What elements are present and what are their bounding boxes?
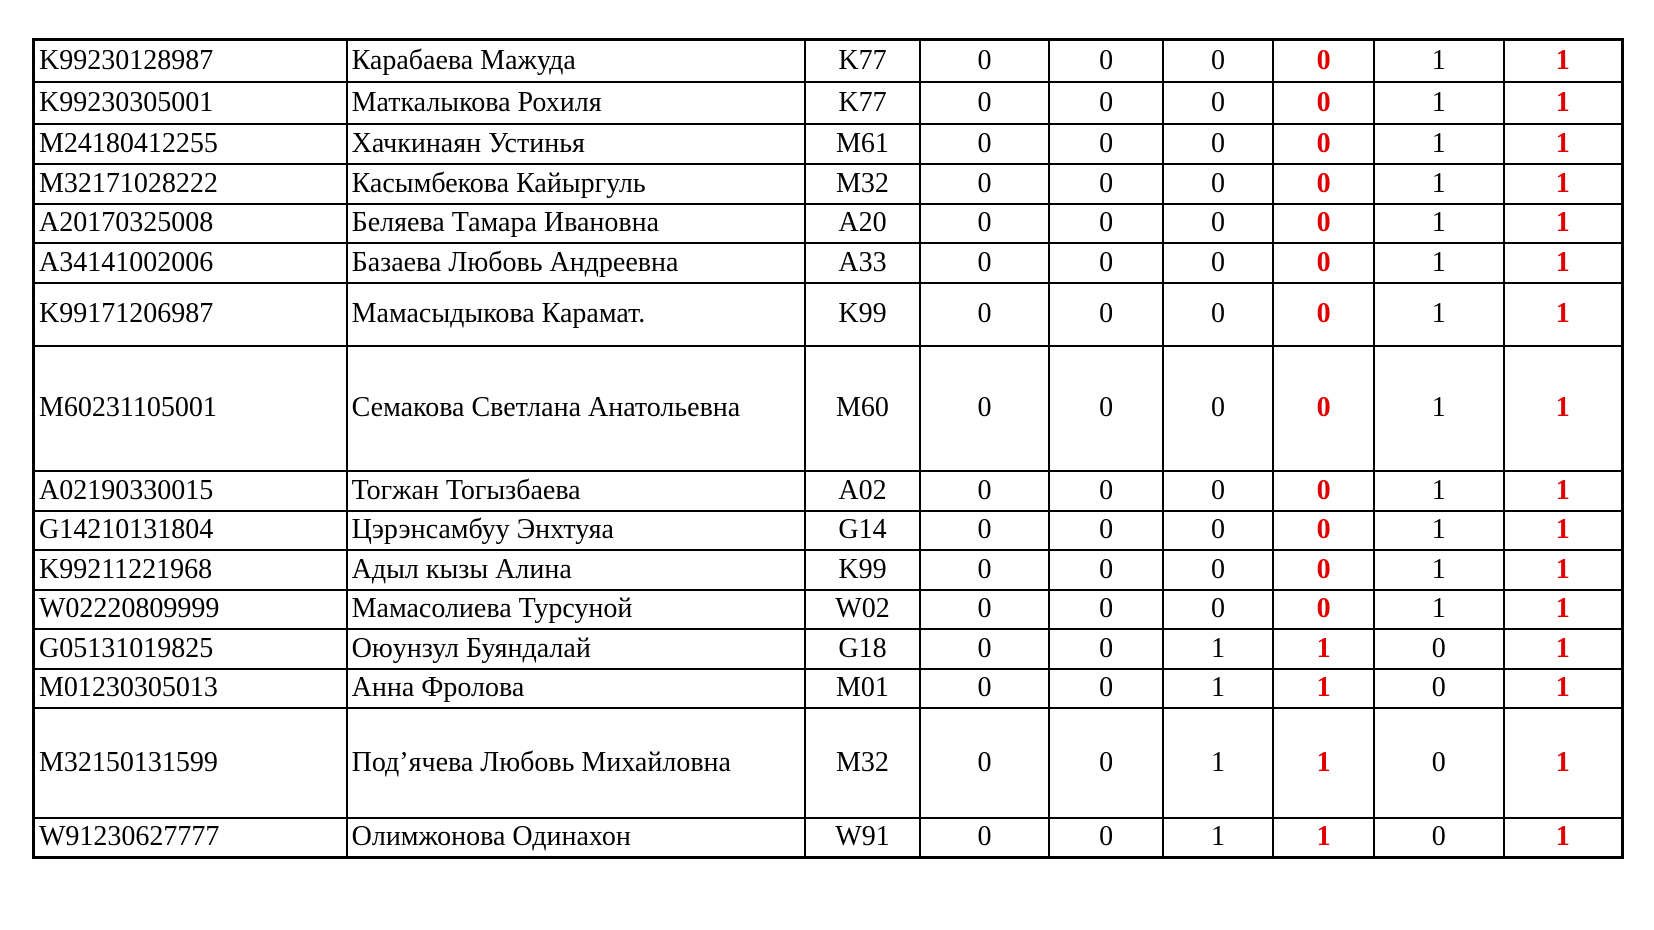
cell-id: M32150131599	[34, 708, 347, 818]
cell-name: Олимжонова Одинахон	[347, 818, 806, 858]
cell-id: M32171028222	[34, 164, 347, 204]
cell-v4: 1	[1374, 511, 1503, 550]
cell-v3: 1	[1163, 629, 1273, 669]
cell-name: Цэрэнсамбуу Энхтуяа	[347, 511, 806, 550]
cell-name: Оюунзул Буяндалай	[347, 629, 806, 669]
table-row	[34, 669, 1623, 708]
cell-v2: 0	[1049, 550, 1163, 590]
table-row	[34, 82, 1623, 124]
results-table	[32, 38, 1624, 859]
cell-v2: 0	[1049, 283, 1163, 346]
cell-sum1: 1	[1273, 708, 1374, 818]
cell-id: G05131019825	[34, 629, 347, 669]
cell-name: Беляева Тамара Ивановна	[347, 204, 806, 243]
cell-id: A02190330015	[34, 471, 347, 511]
cell-name: Маткалыкова Рохиля	[347, 82, 806, 124]
table-row	[34, 283, 1623, 346]
cell-total: 1	[1504, 346, 1623, 471]
cell-id: W91230627777	[34, 818, 347, 858]
table-row	[34, 590, 1623, 629]
cell-v4: 1	[1374, 40, 1503, 82]
cell-total: 1	[1504, 243, 1623, 283]
cell-code: K99	[805, 550, 920, 590]
cell-code: A02	[805, 471, 920, 511]
table-row	[34, 511, 1623, 550]
cell-v3: 0	[1163, 124, 1273, 164]
cell-total: 1	[1504, 164, 1623, 204]
cell-v4: 1	[1374, 550, 1503, 590]
table-row	[34, 471, 1623, 511]
cell-v3: 0	[1163, 590, 1273, 629]
cell-total: 1	[1504, 511, 1623, 550]
cell-v4: 1	[1374, 283, 1503, 346]
table-row	[34, 550, 1623, 590]
cell-id: K99171206987	[34, 283, 347, 346]
cell-v1: 0	[920, 124, 1049, 164]
cell-total: 1	[1504, 669, 1623, 708]
cell-total: 1	[1504, 124, 1623, 164]
cell-v4: 1	[1374, 164, 1503, 204]
table-row	[34, 164, 1623, 204]
cell-name: Тогжан Тогызбаева	[347, 471, 806, 511]
table-row	[34, 40, 1623, 82]
cell-v1: 0	[920, 669, 1049, 708]
cell-code: W02	[805, 590, 920, 629]
cell-v3: 0	[1163, 82, 1273, 124]
cell-sum1: 1	[1273, 629, 1374, 669]
cell-v2: 0	[1049, 511, 1163, 550]
cell-v2: 0	[1049, 629, 1163, 669]
cell-v4: 1	[1374, 82, 1503, 124]
cell-v3: 0	[1163, 204, 1273, 243]
cell-sum1: 0	[1273, 511, 1374, 550]
cell-v1: 0	[920, 40, 1049, 82]
cell-v1: 0	[920, 511, 1049, 550]
cell-v3: 0	[1163, 243, 1273, 283]
cell-v2: 0	[1049, 40, 1163, 82]
results-sheet	[32, 38, 1624, 859]
cell-v3: 0	[1163, 346, 1273, 471]
cell-name: Под’ячева Любовь Михайловна	[347, 708, 806, 818]
cell-v1: 0	[920, 346, 1049, 471]
cell-v3: 0	[1163, 283, 1273, 346]
table-row	[34, 346, 1623, 471]
cell-total: 1	[1504, 471, 1623, 511]
cell-total: 1	[1504, 590, 1623, 629]
cell-total: 1	[1504, 708, 1623, 818]
cell-v4: 1	[1374, 471, 1503, 511]
cell-id: M24180412255	[34, 124, 347, 164]
cell-v1: 0	[920, 82, 1049, 124]
cell-name: Мамасолиева Турсуной	[347, 590, 806, 629]
cell-code: M01	[805, 669, 920, 708]
cell-v2: 0	[1049, 471, 1163, 511]
cell-total: 1	[1504, 818, 1623, 858]
cell-id: M60231105001	[34, 346, 347, 471]
cell-v2: 0	[1049, 346, 1163, 471]
cell-code: K99	[805, 283, 920, 346]
cell-id: W02220809999	[34, 590, 347, 629]
cell-v4: 0	[1374, 818, 1503, 858]
cell-total: 1	[1504, 629, 1623, 669]
cell-v4: 1	[1374, 204, 1503, 243]
cell-sum1: 1	[1273, 818, 1374, 858]
cell-v2: 0	[1049, 164, 1163, 204]
cell-total: 1	[1504, 204, 1623, 243]
cell-id: A20170325008	[34, 204, 347, 243]
cell-v2: 0	[1049, 82, 1163, 124]
table-row	[34, 204, 1623, 243]
cell-code: A20	[805, 204, 920, 243]
table-row	[34, 818, 1623, 858]
cell-code: K77	[805, 82, 920, 124]
cell-name: Адыл кызы Алина	[347, 550, 806, 590]
cell-id: K99230305001	[34, 82, 347, 124]
cell-v3: 0	[1163, 40, 1273, 82]
cell-v1: 0	[920, 204, 1049, 243]
cell-code: M60	[805, 346, 920, 471]
cell-id: A34141002006	[34, 243, 347, 283]
cell-sum1: 0	[1273, 590, 1374, 629]
cell-sum1: 0	[1273, 82, 1374, 124]
cell-v3: 0	[1163, 164, 1273, 204]
cell-v3: 0	[1163, 550, 1273, 590]
cell-name: Базаева Любовь Андреевна	[347, 243, 806, 283]
cell-id: K99211221968	[34, 550, 347, 590]
cell-v1: 0	[920, 590, 1049, 629]
cell-total: 1	[1504, 82, 1623, 124]
cell-sum1: 0	[1273, 283, 1374, 346]
cell-v1: 0	[920, 164, 1049, 204]
cell-sum1: 0	[1273, 243, 1374, 283]
cell-v3: 0	[1163, 471, 1273, 511]
cell-v2: 0	[1049, 669, 1163, 708]
cell-code: K77	[805, 40, 920, 82]
cell-v1: 0	[920, 243, 1049, 283]
cell-id: M01230305013	[34, 669, 347, 708]
cell-v4: 1	[1374, 590, 1503, 629]
cell-v4: 0	[1374, 708, 1503, 818]
cell-v3: 1	[1163, 669, 1273, 708]
table-row	[34, 629, 1623, 669]
cell-code: W91	[805, 818, 920, 858]
table-body	[34, 40, 1623, 858]
cell-total: 1	[1504, 283, 1623, 346]
cell-v4: 0	[1374, 669, 1503, 708]
cell-sum1: 0	[1273, 204, 1374, 243]
cell-sum1: 0	[1273, 550, 1374, 590]
cell-v4: 1	[1374, 243, 1503, 283]
cell-sum1: 0	[1273, 124, 1374, 164]
cell-name: Анна Фролова	[347, 669, 806, 708]
cell-v3: 1	[1163, 708, 1273, 818]
cell-sum1: 0	[1273, 164, 1374, 204]
cell-code: M32	[805, 164, 920, 204]
cell-total: 1	[1504, 40, 1623, 82]
cell-name: Мамасыдыкова Карамат.	[347, 283, 806, 346]
cell-v2: 0	[1049, 818, 1163, 858]
cell-sum1: 0	[1273, 471, 1374, 511]
cell-v4: 1	[1374, 124, 1503, 164]
cell-name: Карабаева Мажуда	[347, 40, 806, 82]
cell-code: M32	[805, 708, 920, 818]
cell-name: Касымбекова Кайыргуль	[347, 164, 806, 204]
cell-v1: 0	[920, 283, 1049, 346]
cell-name: Хачкинаян Устинья	[347, 124, 806, 164]
cell-v2: 0	[1049, 204, 1163, 243]
cell-sum1: 1	[1273, 669, 1374, 708]
cell-sum1: 0	[1273, 40, 1374, 82]
cell-v2: 0	[1049, 243, 1163, 283]
cell-id: K99230128987	[34, 40, 347, 82]
table-row	[34, 708, 1623, 818]
cell-code: A33	[805, 243, 920, 283]
cell-v2: 0	[1049, 590, 1163, 629]
cell-v2: 0	[1049, 124, 1163, 164]
cell-v3: 0	[1163, 511, 1273, 550]
cell-v1: 0	[920, 629, 1049, 669]
cell-code: G14	[805, 511, 920, 550]
cell-code: G18	[805, 629, 920, 669]
cell-v4: 1	[1374, 346, 1503, 471]
cell-name: Семакова Светлана Анатольевна	[347, 346, 806, 471]
cell-v1: 0	[920, 708, 1049, 818]
table-row	[34, 243, 1623, 283]
cell-v1: 0	[920, 550, 1049, 590]
cell-v1: 0	[920, 818, 1049, 858]
cell-sum1: 0	[1273, 346, 1374, 471]
cell-total: 1	[1504, 550, 1623, 590]
cell-code: M61	[805, 124, 920, 164]
cell-v4: 0	[1374, 629, 1503, 669]
table-row	[34, 124, 1623, 164]
cell-id: G14210131804	[34, 511, 347, 550]
cell-v2: 0	[1049, 708, 1163, 818]
cell-v1: 0	[920, 471, 1049, 511]
cell-v3: 1	[1163, 818, 1273, 858]
